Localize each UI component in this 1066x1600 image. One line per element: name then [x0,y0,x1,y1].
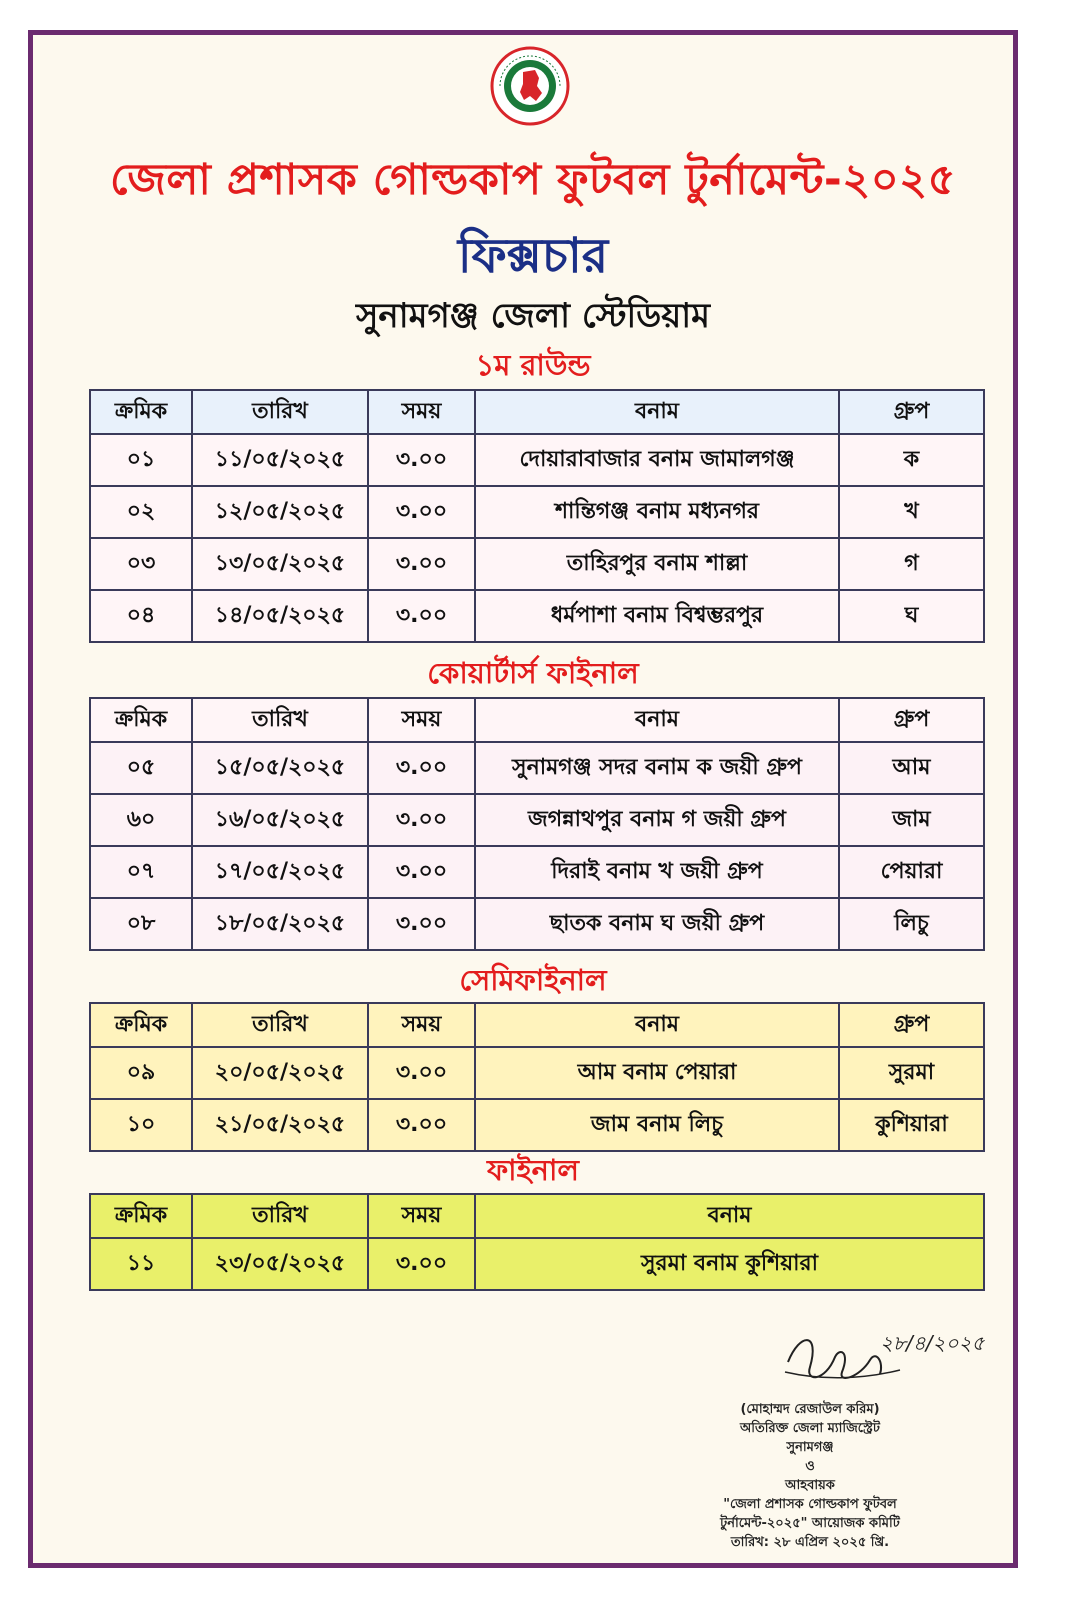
col-time-header: সময় [368,1194,475,1238]
table-row [90,1238,984,1290]
match-cell: জগন্নাথপুর বনাম গ জয়ী গ্রুপ [475,794,839,846]
date-cell: ১৭/০৫/২০২৫ [192,846,368,898]
committee-line-1: "জেলা প্রশাসক গোল্ডকাপ ফুটবল [723,1497,897,1512]
table-row [90,486,984,538]
table-row [90,538,984,590]
signatory-district: সুনামগঞ্জ [786,1440,834,1455]
tournament-title: জেলা প্রশাসক গোল্ডকাপ ফুটবল টুর্নামেন্ট-২০২৫ [109,155,957,205]
handwritten-signature [780,1322,990,1412]
group-cell: খ [839,486,984,538]
col-match-header: বনাম [475,1003,839,1047]
table-row [90,898,984,950]
date-cell: ১৬/০৫/২০২৫ [192,794,368,846]
col-match-header: বনাম [475,1194,984,1238]
final-heading: ফাইনাল [486,1153,580,1187]
venue-name: সুনামগঞ্জ জেলা স্টেডিয়াম [355,296,711,336]
time-cell: ৩.০০ [368,486,475,538]
group-cell: লিচু [839,898,984,950]
col-serial-header: ক্রমিক [90,1194,192,1238]
match-cell: দোয়ারাবাজার বনাম জামালগঞ্জ [475,434,839,486]
date-cell: ১২/০৫/২০২৫ [192,486,368,538]
time-cell: ৩.০০ [368,590,475,642]
match-cell: আম বনাম পেয়ারা [475,1047,839,1099]
date-cell: ১৮/০৫/২০২৫ [192,898,368,950]
serial-cell: ০৮ [90,898,192,950]
serial-cell: ০৩ [90,538,192,590]
col-time-header: সময় [368,1003,475,1047]
time-cell: ৩.০০ [368,1099,475,1151]
serial-cell: ০২ [90,486,192,538]
final-table [89,1193,985,1291]
serial-cell: ১০ [90,1099,192,1151]
col-serial-header: ক্রমিক [90,390,192,434]
time-cell: ৩.০০ [368,898,475,950]
table-header-row [90,698,984,742]
quarterfinal-heading: কোয়ার্টার্স ফাইনাল [427,656,639,690]
match-cell: সুনামগঞ্জ সদর বনাম ক জয়ী গ্রুপ [475,742,839,794]
signatory-designation: অতিরিক্ত জেলা ম্যাজিস্ট্রেট [740,1421,880,1436]
group-cell: গ [839,538,984,590]
col-date-header: তারিখ [192,698,368,742]
table-row [90,1047,984,1099]
date-cell: ২৩/০৫/২০২৫ [192,1238,368,1290]
col-group-header: গ্রুপ [839,1003,984,1047]
col-time-header: সময় [368,390,475,434]
match-cell: ধর্মপাশা বনাম বিশ্বম্ভরপুর [475,590,839,642]
serial-cell: ১১ [90,1238,192,1290]
table-row [90,590,984,642]
time-cell: ৩.০০ [368,1238,475,1290]
serial-cell: ০৪ [90,590,192,642]
col-date-header: তারিখ [192,1003,368,1047]
svg-text:২৮/৪/২০২৫: ২৮/৪/২০২৫ [880,1331,985,1355]
serial-cell: ৬০ [90,794,192,846]
col-match-header: বনাম [475,698,839,742]
date-cell: ১১/০৫/২০২৫ [192,434,368,486]
serial-cell: ০৯ [90,1047,192,1099]
quarterfinal-table [89,697,985,951]
col-match-header: বনাম [475,390,839,434]
table-header-row [90,390,984,434]
match-cell: জাম বনাম লিচু [475,1099,839,1151]
date-cell: ২১/০৫/২০২৫ [192,1099,368,1151]
semifinal-table [89,1002,985,1152]
serial-cell: ০১ [90,434,192,486]
round1-heading: ১ম রাউন্ড [475,348,591,382]
table-row [90,846,984,898]
time-cell: ৩.০০ [368,434,475,486]
signatory-and: ও [805,1459,815,1474]
group-cell: পেয়ারা [839,846,984,898]
date-cell: ১৫/০৫/২০২৫ [192,742,368,794]
match-cell: ছাতক বনাম ঘ জয়ী গ্রুপ [475,898,839,950]
date-cell: ১৩/০৫/২০২৫ [192,538,368,590]
serial-cell: ০৫ [90,742,192,794]
match-cell: শান্তিগঞ্জ বনাম মধ্যনগর [475,486,839,538]
time-cell: ৩.০০ [368,846,475,898]
group-cell: কুশিয়ারা [839,1099,984,1151]
match-cell: সুরমা বনাম কুশিয়ারা [475,1238,984,1290]
signature-date: তারিখ: ২৮ এপ্রিল ২০২৫ খ্রি. [730,1535,890,1550]
signatory-name: (মোহাম্মদ রেজাউল করিম) [740,1402,880,1417]
time-cell: ৩.০০ [368,1047,475,1099]
match-cell: তাহিরপুর বনাম শাল্লা [475,538,839,590]
government-seal-icon [490,46,570,126]
table-row [90,794,984,846]
time-cell: ৩.০০ [368,794,475,846]
fixture-heading: ফিক্সচার [457,228,609,284]
signatory-role: আহবায়ক [785,1478,835,1493]
table-row [90,434,984,486]
col-group-header: গ্রুপ [839,390,984,434]
col-group-header: গ্রুপ [839,698,984,742]
col-date-header: তারিখ [192,390,368,434]
group-cell: সুরমা [839,1047,984,1099]
group-cell: ঘ [839,590,984,642]
table-header-row [90,1194,984,1238]
match-cell: দিরাই বনাম খ জয়ী গ্রুপ [475,846,839,898]
time-cell: ৩.০০ [368,742,475,794]
group-cell: আম [839,742,984,794]
col-serial-header: ক্রমিক [90,1003,192,1047]
col-time-header: সময় [368,698,475,742]
serial-cell: ০৭ [90,846,192,898]
col-date-header: তারিখ [192,1194,368,1238]
semifinal-heading: সেমিফাইনাল [459,963,607,997]
date-cell: ২০/০৫/২০২৫ [192,1047,368,1099]
table-row [90,742,984,794]
table-header-row [90,1003,984,1047]
committee-line-2: টুর্নামেন্ট-২০২৫" আয়োজক কমিটি [720,1516,900,1531]
group-cell: ক [839,434,984,486]
col-serial-header: ক্রমিক [90,698,192,742]
signature-block [650,1400,970,1552]
time-cell: ৩.০০ [368,538,475,590]
group-cell: জাম [839,794,984,846]
round1-table [89,389,985,643]
date-cell: ১৪/০৫/২০২৫ [192,590,368,642]
table-row [90,1099,984,1151]
